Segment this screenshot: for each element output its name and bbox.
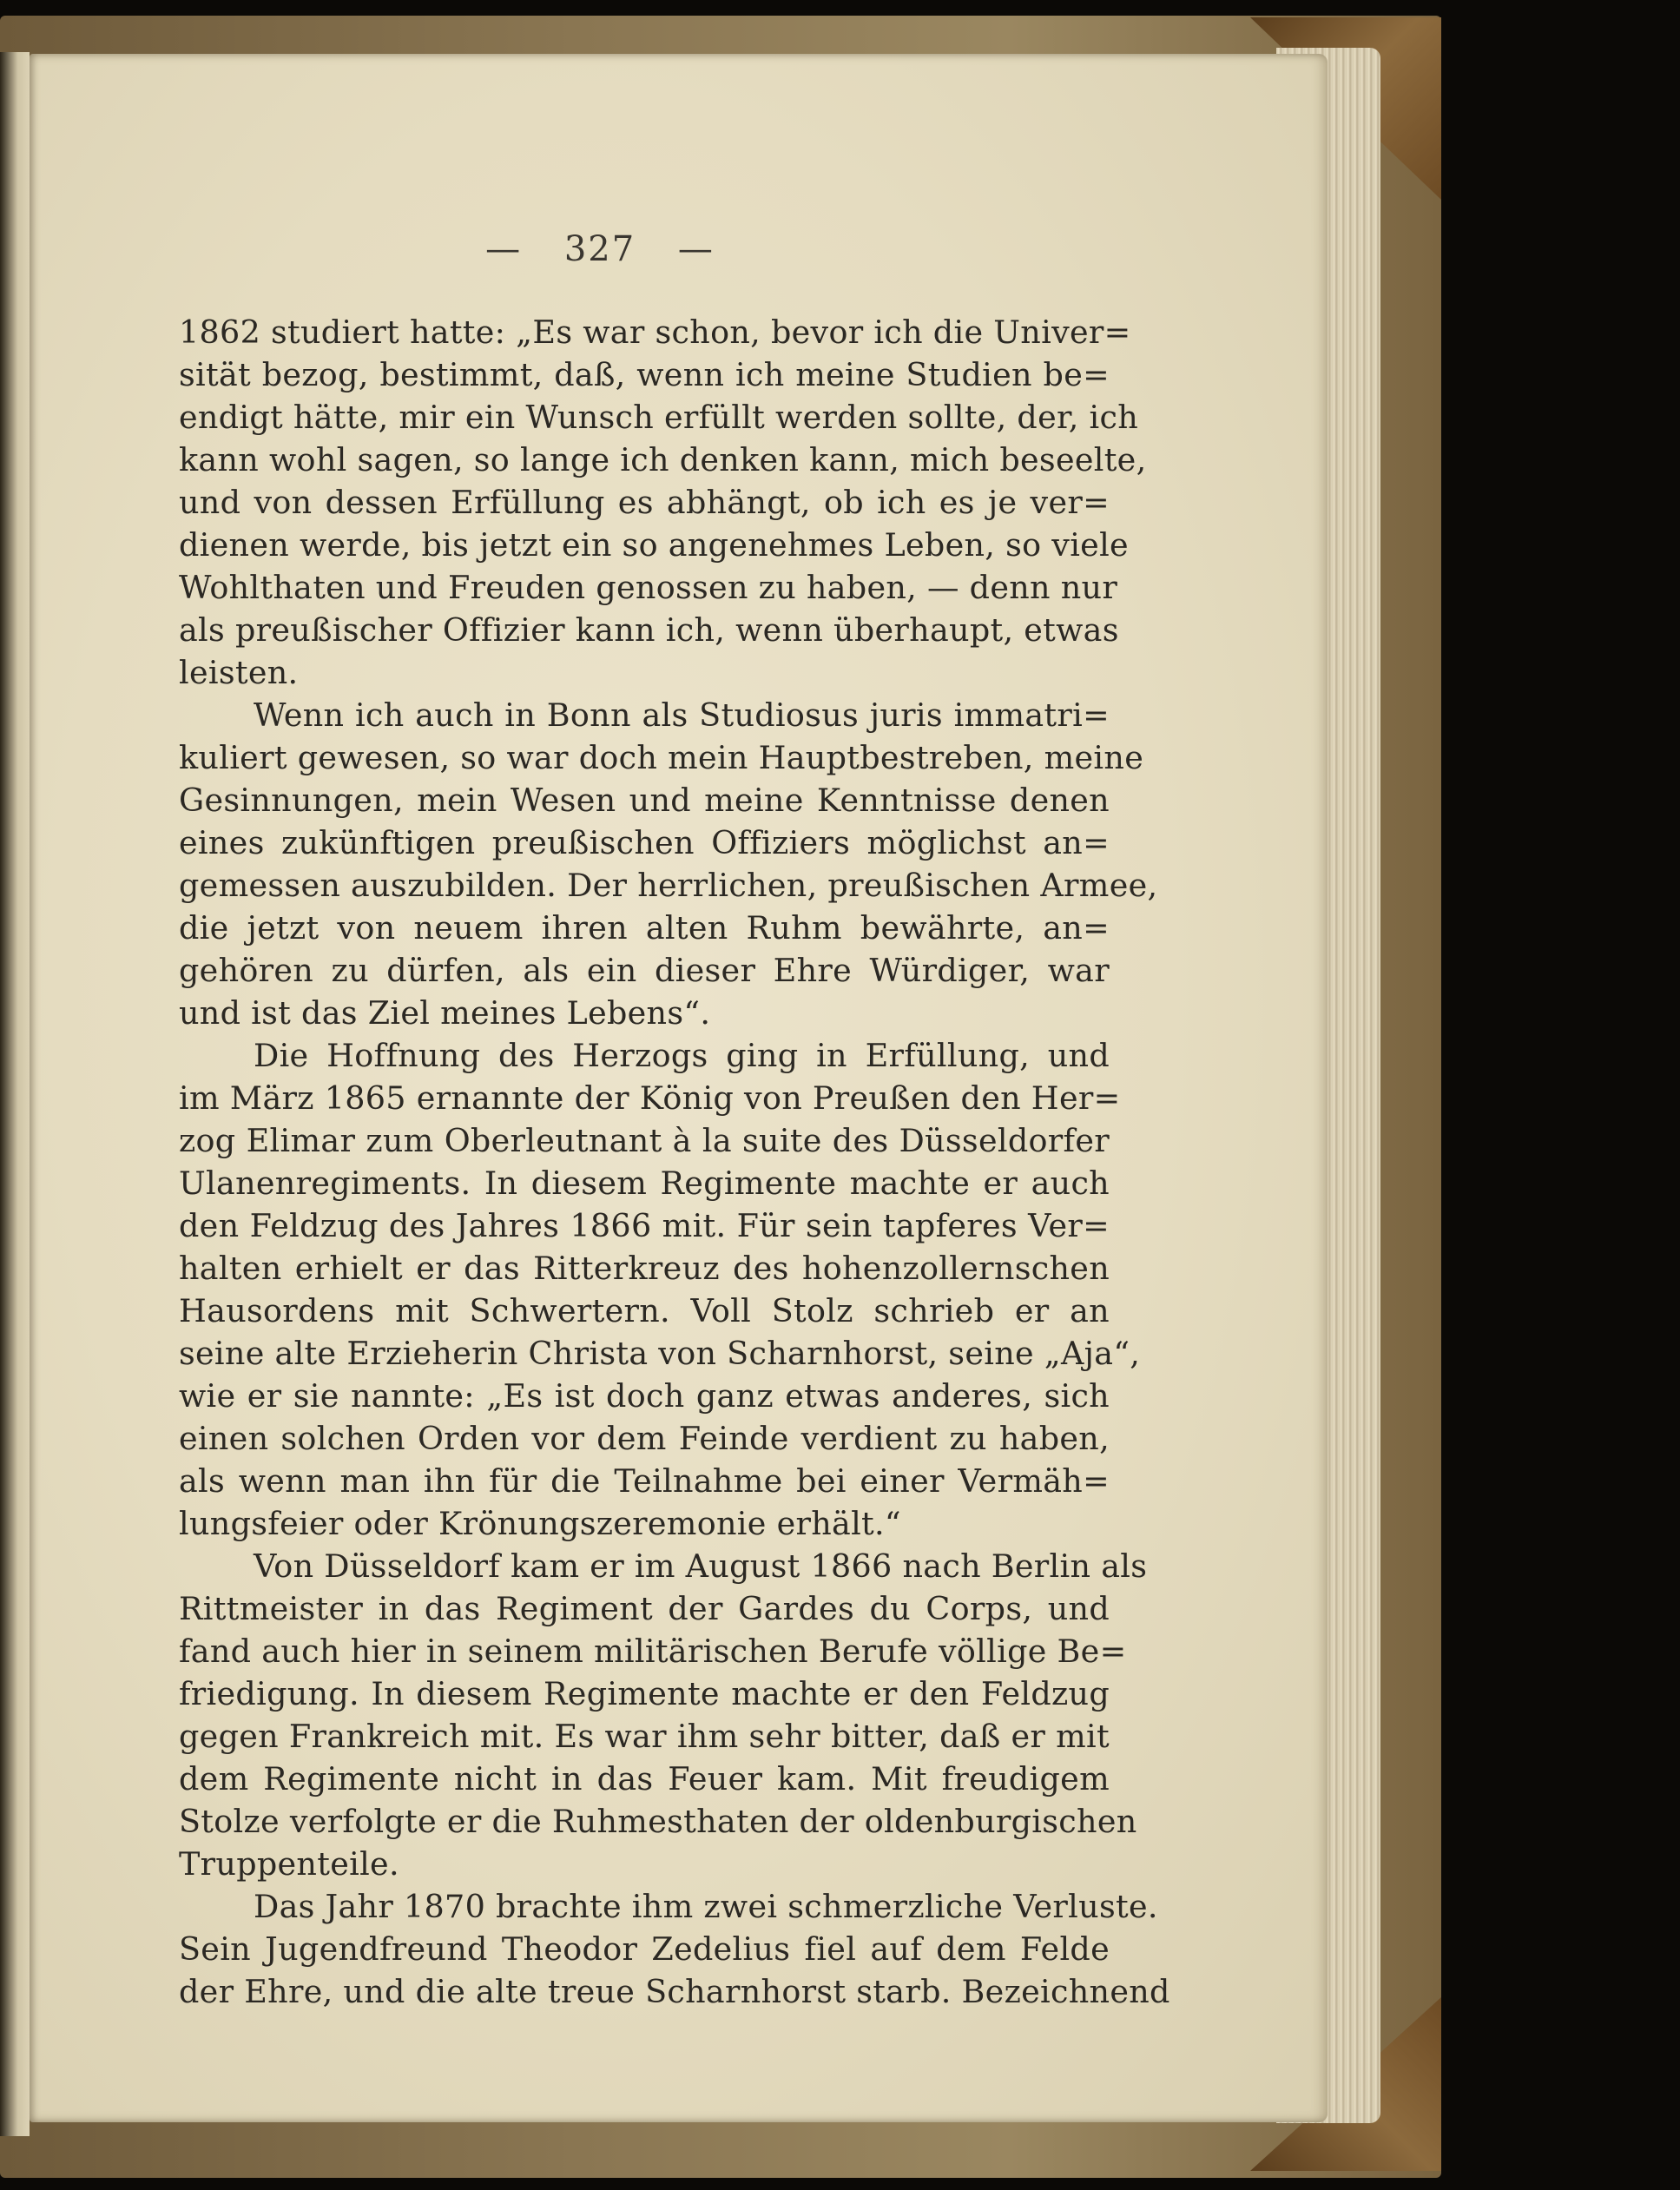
folio-dash-right: — — [677, 229, 715, 269]
text-line: Sein Jugendfreund Theodor Zedelius fiel auf dem Felde — [179, 1930, 1110, 1968]
text-line: fand auch hier in seinem militärischen Berufe völlige Be= — [179, 1633, 1127, 1670]
text-line: eines zukünftigen preußischen Offiziers möglichst an= — [179, 824, 1110, 861]
text-line: im März 1865 ernannte der König von Preußen den Her= — [179, 1079, 1121, 1117]
text-line: gemessen auszubilden. Der herrlichen, preußischen Armee, — [179, 867, 1158, 904]
text-line: sität bezog, bestimmt, daß, wenn ich meine Studien be= — [179, 356, 1110, 393]
text-line: den Feldzug des Jahres 1866 mit. Für sein tapferes Ver= — [179, 1207, 1110, 1244]
text-line: gegen Frankreich mit. Es war ihm sehr bitter, daß er mit — [179, 1718, 1110, 1755]
text-line: Gesinnungen, mein Wesen und meine Kenntnisse denen — [179, 782, 1110, 819]
text-line: und ist das Ziel meines Lebens“. — [179, 994, 711, 1032]
text-line: wie er sie nannte: „Es ist doch ganz etwas anderes, sich — [179, 1377, 1110, 1415]
text-line: lungsfeier oder Krönungszeremonie erhält.“ — [179, 1505, 901, 1542]
text-line: kuliert gewesen, so war doch mein Hauptbestreben, meine — [179, 739, 1144, 776]
body-text — [179, 311, 1170, 2013]
text-line: dienen werde, bis jetzt ein so angenehmes Leben, so viele — [179, 526, 1129, 564]
text-line: seine alte Erzieherin Christa von Scharnhorst, seine „Aja“, — [179, 1335, 1141, 1372]
text-line: friedigung. In diesem Regimente machte er den Feldzug — [179, 1675, 1110, 1712]
text-line: halten erhielt er das Ritterkreuz des hohenzollernschen — [179, 1250, 1110, 1287]
text-line: gehören zu dürfen, als ein dieser Ehre Würdiger, war — [179, 952, 1110, 989]
text-line: Rittmeister in das Regiment der Gardes du Corps, und — [179, 1590, 1110, 1627]
text-line: einen solchen Orden vor dem Feinde verdient zu haben, — [179, 1420, 1110, 1457]
text-line: als preußischer Offizier kann ich, wenn überhaupt, etwas — [179, 611, 1119, 649]
text-line: Ulanenregiments. In diesem Regimente machte er auch — [179, 1164, 1110, 1202]
text-line: kann wohl sagen, so lange ich denken kann, mich beseelte, — [179, 441, 1147, 478]
text-line: Die Hoffnung des Herzogs ging in Erfüllung, und — [254, 1037, 1110, 1074]
text-line: endigt hätte, mir ein Wunsch erfüllt werden sollte, der, ich — [179, 399, 1139, 436]
text-line: dem Regimente nicht in das Feuer kam. Mit freudigem — [179, 1760, 1110, 1798]
page-number: 327 — [563, 229, 636, 269]
book-page — [30, 54, 1328, 2122]
text-line: der Ehre, und die alte treue Scharnhorst starb. Bezeichnend — [179, 1973, 1170, 2010]
text-line: als wenn man ihn für die Teilnahme bei einer Vermäh= — [179, 1462, 1110, 1500]
text-line: die jetzt von neuem ihren alten Ruhm bewährte, an= — [179, 909, 1110, 947]
folio-dash-left: — — [485, 229, 523, 269]
text-line: Wohlthaten und Freuden genossen zu haben, — denn nur — [179, 569, 1118, 606]
text-line: Hausordens mit Schwertern. Voll Stolz schrieb er an — [179, 1292, 1110, 1329]
text-line: Truppenteile. — [179, 1845, 399, 1883]
text-line: und von dessen Erfüllung es abhängt, ob ich es je ver= — [179, 484, 1110, 521]
text-line: Stolze verfolgte er die Ruhmesthaten der oldenburgischen — [179, 1803, 1137, 1840]
text-line: Von Düsseldorf kam er im August 1866 nach Berlin als — [254, 1547, 1148, 1585]
text-line: zog Elimar zum Oberleutnant à la suite des Düsseldorfer — [179, 1122, 1110, 1159]
text-line: Wenn ich auch in Bonn als Studiosus juris immatri= — [254, 696, 1110, 734]
text-line: 1862 studiert hatte: „Es war schon, bevor ich die Univer= — [179, 313, 1131, 351]
text-line: leisten. — [179, 654, 299, 691]
page-number-header — [30, 229, 1170, 269]
text-line: Das Jahr 1870 brachte ihm zwei schmerzliche Verluste. — [254, 1888, 1158, 1925]
gutter — [0, 52, 30, 2136]
